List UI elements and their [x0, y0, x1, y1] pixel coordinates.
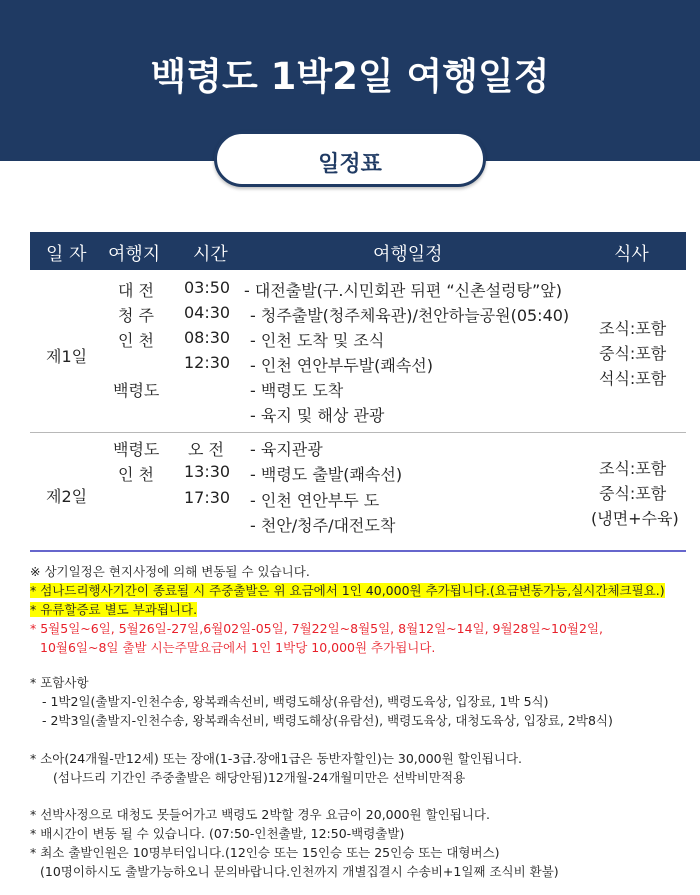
meal-item: (냉면+수육) [591, 509, 679, 528]
time-item: 13:30 [184, 462, 231, 481]
time-item: 08:30 [184, 328, 231, 347]
note-min-people-cont: (10명이하시도 출발가능하오니 문의바랍니다.인천까지 개별집결시 수송비+1일째 조식비 환불) [40, 864, 559, 879]
schedule-item: - 육지관광 [250, 440, 323, 459]
table-bottom-border [30, 550, 686, 552]
meal-item: 중식:포함 [599, 484, 667, 503]
note-fuel-surcharge: * 유류할증료 별도 부과됩니다. [30, 602, 198, 617]
note-includes-title: * 포함사항 [30, 675, 89, 690]
row-divider [30, 432, 686, 433]
time-item: 오 전 [188, 440, 224, 459]
note-min-people: * 최소 출발인원은 10명부터입니다.(12인승 또는 15인승 또는 25인승 또는 대형버스) [30, 845, 500, 860]
header-destination: 여행지 [108, 244, 161, 265]
time-item: 03:50 [184, 278, 231, 297]
note-child-discount: * 소아(24개월-만12세) 또는 장애(1-3급.장애1급은 동반자할인)는 30,000원 할인됩니다. [30, 751, 522, 766]
subtitle-badge [214, 131, 486, 187]
schedule-item: - 청주출발(청주체육관)/천안하늘공원(05:40) [250, 306, 570, 325]
meal-item: 조식:포함 [599, 319, 667, 338]
place-item: 인 천 [118, 331, 154, 350]
schedule-item: - 백령도 도착 [250, 381, 344, 400]
header-itinerary: 여행일정 [373, 244, 443, 265]
schedule-item: - 인천 도착 및 조식 [250, 331, 385, 350]
note-ship-discount: * 선박사정으로 대청도 못들어가고 백령도 2박할 경우 요금이 20,000원 할인됩니다. [30, 807, 490, 822]
place-item: 백령도 [113, 440, 160, 459]
schedule-item: - 육지 및 해상 관광 [250, 406, 385, 425]
day-label: 제1일 [46, 347, 88, 366]
header-date: 일 자 [46, 244, 87, 265]
note-surcharge: * 섬나드리행사기간이 종료될 시 주중출발은 위 요금에서 1인 40,000원 추가됩니다.(요금변동가능,실시간체크필요.) [30, 583, 665, 598]
header-time: 시간 [193, 244, 228, 265]
subtitle-label: 일정표 [318, 152, 382, 177]
note-includes-2n3d: - 2박3일(출발지-인천수송, 왕복쾌속선비, 백령도해상(유람선), 백령도육상, 대청도육상, 입장료, 2박8식) [42, 713, 613, 728]
schedule-item: - 백령도 출발(쾌속선) [250, 465, 403, 484]
time-item: 17:30 [184, 488, 231, 507]
day-label: 제2일 [46, 487, 88, 506]
meal-item: 석식:포함 [599, 369, 667, 388]
place-item: 인 천 [118, 465, 154, 484]
note-peak-dates: * 5월5일~6일, 5월26일-27일,6월02일-05일, 7월22일~8월5일, 8월12일~14일, 9월28일~10월2일, [30, 621, 604, 636]
meal-item: 중식:포함 [599, 344, 667, 363]
schedule-item: - 대전출발(구.시민회관 뒤편 “신촌설렁탕”앞) [244, 281, 562, 300]
note-ship-time: * 배시간이 변동 될 수 있습니다. (07:50-인천출발, 12:50-백령출발) [30, 826, 405, 841]
place-item: 청 주 [118, 306, 154, 325]
note-includes-1n2d: - 1박2일(출발지-인천수송, 왕복쾌속선비, 백령도해상(유람선), 백령도육상, 입장료, 1박 5식) [42, 694, 549, 709]
place-item: 대 전 [118, 281, 154, 300]
time-item: 12:30 [184, 353, 231, 372]
note-change-notice: ※ 상기일정은 현지사정에 의해 변동될 수 있습니다. [30, 564, 310, 579]
place-item: 백령도 [113, 381, 160, 400]
note-peak-dates-cont: 10월6일~8일 출발 시는주말요금에서 1인 1박당 10,000원 추가됩니다. [40, 640, 436, 655]
meal-item: 조식:포함 [599, 459, 667, 478]
time-item: 04:30 [184, 303, 231, 322]
schedule-item: - 인천 연안부두발(쾌속선) [250, 356, 433, 375]
page-title: 백령도 1박2일 여행일정 [150, 55, 550, 98]
header-meals: 식사 [614, 244, 649, 265]
table-header [30, 232, 686, 270]
schedule-item: - 인천 연안부두 도 [250, 491, 380, 510]
schedule-item: - 천안/청주/대전도착 [250, 516, 396, 535]
note-child-discount-cont: (섬나드리 기간인 주중출발은 해당안됨)12개월-24개월미만은 선박비만적용 [53, 770, 466, 785]
